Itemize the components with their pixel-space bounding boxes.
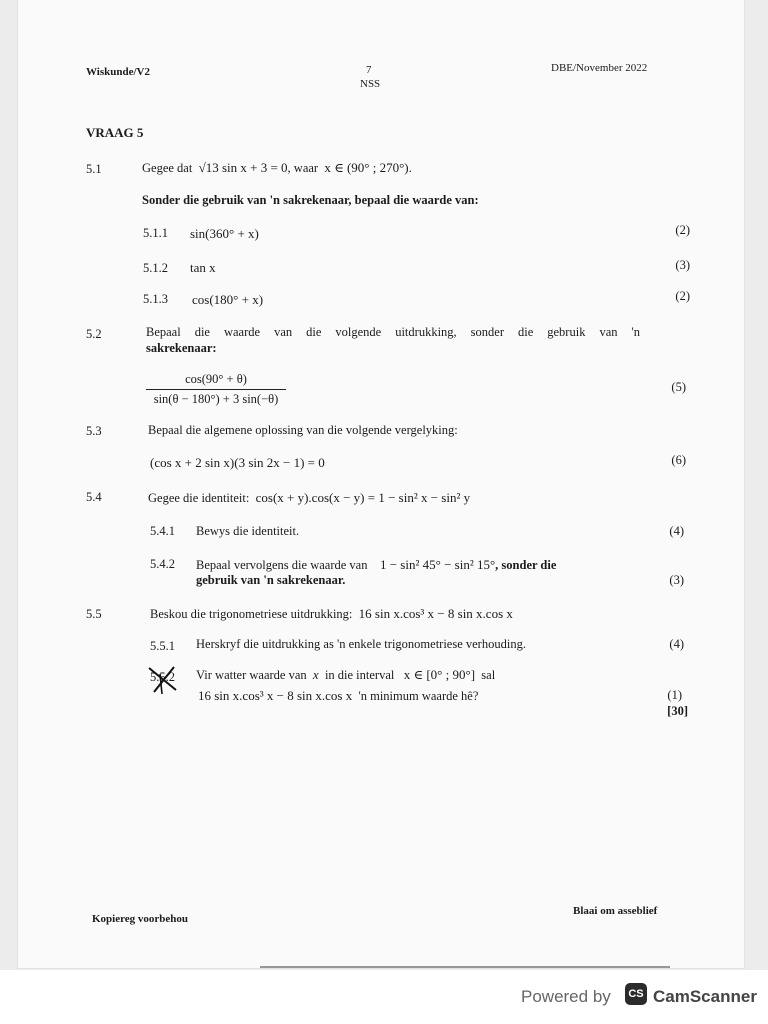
q5-4-2-line2: gebruik van 'n sakrekenaar. — [196, 573, 346, 587]
question-total: [30] — [667, 704, 688, 718]
q5-3-number: 5.3 — [86, 424, 102, 438]
header-nss: NSS — [360, 78, 381, 90]
q5-4-text: Gegee die identiteit: cos(x + y).cos(x − y) = 1 − sin² x − sin² y — [148, 490, 471, 505]
watermark-brand: CamScanner — [653, 987, 757, 1006]
q5-1-3-marks: (2) — [675, 289, 690, 303]
q5-1-1-number: 5.1.1 — [143, 226, 168, 240]
q5-2-marks: (5) — [671, 380, 686, 394]
q5-3-text: Bepaal die algemene oplossing van die volgende vergelyking: — [148, 423, 458, 437]
q5-1-instruction: Sonder die gebruik van 'n sakrekenaar, bepaal die waarde van: — [142, 193, 479, 207]
q5-5-2-expr: 16 sin x.cos³ x − 8 sin x.cos x — [198, 688, 353, 703]
q5-5-2-number: 5.5.2 — [150, 670, 175, 684]
q5-1-number: 5.1 — [86, 162, 102, 176]
q5-2-denominator: sin(θ − 180°) + 3 sin(−θ) — [153, 392, 279, 406]
q5-1-3-number: 5.1.3 — [143, 292, 168, 306]
q5-4-2-number: 5.4.2 — [150, 557, 175, 571]
q5-4-1-text: Bewys die identiteit. — [196, 524, 300, 538]
exam-page — [18, 0, 744, 968]
q5-4-number: 5.4 — [86, 490, 102, 504]
q5-4-2-expr: 1 − sin² 45° − sin² 15° — [379, 557, 496, 572]
q5-2-fraction — [146, 372, 286, 407]
q5-1-2-expr: tan x — [190, 260, 216, 275]
q5-1-3-expr: cos(180° + x) — [192, 292, 264, 307]
q5-4-1-marks: (4) — [669, 524, 684, 538]
header-exam: DBE/November 2022 — [551, 62, 648, 74]
camscanner-logo-icon: CS — [625, 983, 647, 1005]
header-page-number: 7 — [366, 64, 372, 76]
header-subject: Wiskunde/V2 — [86, 66, 150, 78]
q5-1-2-number: 5.1.2 — [143, 261, 168, 275]
q5-3-equation: (cos x + 2 sin x)(3 sin 2x − 1) = 0 — [150, 455, 325, 470]
q5-5-2-line1: Vir watter waarde van x in die interval x ∈ [0° ; 90°] sal — [196, 667, 496, 682]
q5-5-1-text: Herskryf die uitdrukking as 'n enkele trigonometriese verhouding. — [196, 637, 526, 651]
q5-4-identity: cos(x + y).cos(x − y) = 1 − sin² x − sin² y — [255, 490, 471, 505]
footer-turn-page: Blaai om asseblief — [573, 905, 658, 917]
q5-5-1-marks: (4) — [669, 637, 684, 651]
q5-5-expr: 16 sin x.cos³ x − 8 sin x.cos x — [358, 606, 513, 621]
q5-5-2-line2: 16 sin x.cos³ x − 8 sin x.cos x 'n minimum waarde hê? — [198, 688, 479, 703]
q5-1-2-marks: (3) — [675, 258, 690, 272]
q5-5-1-number: 5.5.1 — [150, 639, 175, 653]
q5-1-given: Gegee dat √13 sin x + 3 = 0, waar x ∈ (90° ; 270°). — [142, 160, 412, 175]
q5-2-numerator: cos(90° + θ) — [185, 372, 247, 386]
q5-1-1-marks: (2) — [675, 223, 690, 237]
q5-2-text-line1: Bepaal die waarde van die volgende uitdrukking, sonder die gebruik van 'n — [146, 325, 640, 339]
q5-4-2-marks: (3) — [669, 573, 684, 587]
q5-5-text: Beskou die trigonometriese uitdrukking: 16 sin x.cos³ x − 8 sin x.cos x — [150, 606, 513, 621]
q5-1-given-equation: √13 sin x + 3 = 0 — [198, 160, 288, 175]
q5-5-2-interval: x ∈ [0° ; 90°] — [403, 667, 476, 682]
q5-3-marks: (6) — [671, 453, 686, 467]
question-title: VRAAG 5 — [86, 125, 144, 140]
q5-5-number: 5.5 — [86, 607, 102, 621]
bottom-edge-line — [260, 966, 670, 968]
q5-1-1-expr: sin(360° + x) — [190, 226, 259, 241]
handwritten-cross-mark — [146, 664, 182, 694]
q5-5-2-marks: (1) — [667, 688, 682, 702]
q5-4-1-number: 5.4.1 — [150, 524, 175, 538]
q5-2-number: 5.2 — [86, 327, 102, 341]
watermark-powered-text: Powered by — [521, 987, 611, 1006]
q5-2-text-line2: sakrekenaar: — [146, 341, 217, 355]
q5-4-2-line1: Bepaal vervolgens die waarde van 1 − sin² 45° − sin² 15°, sonder die — [196, 557, 557, 572]
footer-copyright: Kopiereg voorbehou — [92, 913, 189, 925]
q5-1-domain: x ∈ (90° ; 270°). — [324, 160, 412, 175]
